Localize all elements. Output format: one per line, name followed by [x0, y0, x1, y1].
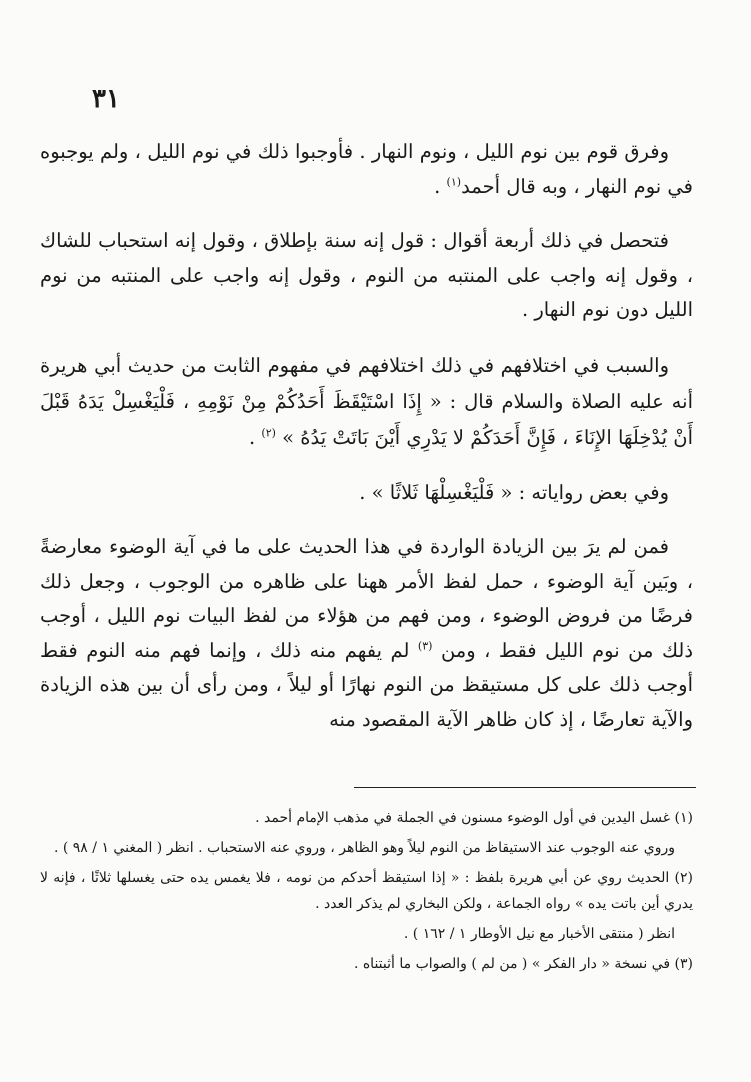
- footnote-ref-3: (٣): [417, 639, 433, 652]
- footnote-divider: [354, 787, 696, 788]
- footnotes: [40, 805, 693, 981]
- paragraph-5-text-a: فمن لم يرَ بين الزيادة الواردة في هذا الحديث على ما في آية الوضوء معارضةً ، وبَين آية الوضوء ، حمل لفظ الأمر ههنا على ظاهره من الوجوب ، وجعل ذلك فرضًا من فروض الوضوء ، ومن فهم من هؤلاء من لفظ البيات نوم الليل ، أوجب ذلك من نوم الليل فقط ، ومن: [40, 535, 693, 662]
- paragraph-1-end: .: [434, 174, 447, 198]
- paragraph-1: [40, 135, 693, 204]
- footnote-2-continued: انظر ( منتقى الأخبار مع نيل الأوطار ١ / ١٦٢ ) .: [403, 926, 675, 942]
- page-number: ٣١: [92, 84, 120, 114]
- paragraph-1-text: وفرق قوم بين نوم الليل ، ونوم النهار . فأوجبوا ذلك في نوم الليل ، ولم يوجبوه في نوم النهار ، وبه قال أحمد: [40, 140, 693, 198]
- paragraph-3: [40, 348, 693, 456]
- main-text: [40, 135, 693, 757]
- footnote-1: (١) غسل اليدين في أول الوضوء مسنون في الجملة في مذهب الإمام أحمد .: [255, 810, 693, 826]
- paragraph-5-text-b: لم يفهم منه ذلك ، وإنما فهم منه النوم فقط أوجب ذلك على كل مستيقظ من النوم نهارًا أو ليلاً ، ومن رأى أن بين هذه الزيادة والآية تعارضًا ، إذ كان ظاهر الآية المقصود منه: [40, 638, 693, 731]
- footnote-3: (٣) في نسخة « دار الفكر » ( من لم ) والصواب ما أثبتناه .: [353, 956, 693, 972]
- paragraph-2: فتحصل في ذلك أربعة أقوال : قول إنه سنة بإطلاق ، وقول إنه استحباب للشاك ، وقول إنه واجب على المنتبه من النوم ، وقول إنه واجب على المنتبه من نوم الليل دون نوم النهار .: [40, 229, 693, 321]
- paragraph-3-text: والسبب في اختلافهم في ذلك اختلافهم في مفهوم الثابت من حديث أبي هريرة أنه عليه الصلاة والسلام قال : « إِذَا اسْتَيْقَظَ أَحَدُكُمْ مِنْ نَوْمِهِ ، فَلْيَغْسِلْ يَدَهُ قَبْلَ أَنْ يُدْخِلَهَا الإِنَاءَ ، فَإِنَّ أَحَدَكُمْ لا يَدْرِي أَيْنَ بَاتَتْ يَدُهُ »: [40, 353, 693, 449]
- paragraph-5: [40, 530, 693, 737]
- paragraph-3-end: .: [249, 425, 262, 449]
- footnote-ref-1: (١): [446, 175, 462, 188]
- paragraph-4: وفي بعض رواياته : « فَلْيَغْسِلْهَا ثَلاثًا » .: [359, 480, 669, 504]
- footnote-1-continued: وروي عنه الوجوب عند الاستيقاظ من النوم ليلاً وهو الظاهر ، وروي عنه الاستحباب . انظر ( المغني ١ / ٩٨ ) .: [53, 840, 675, 856]
- footnote-2: (٢) الحديث روي عن أبي هريرة بلفظ : « إذا استيقظ أحدكم من نومه ، فلا يغمس يده حتى يغسلها ثلاثًا ، فإنه لا يدري أين باتت يده » رواه الجماعة ، ولكن البخاري لم يذكر العدد .: [40, 870, 693, 912]
- footnote-ref-2: (٢): [261, 426, 276, 439]
